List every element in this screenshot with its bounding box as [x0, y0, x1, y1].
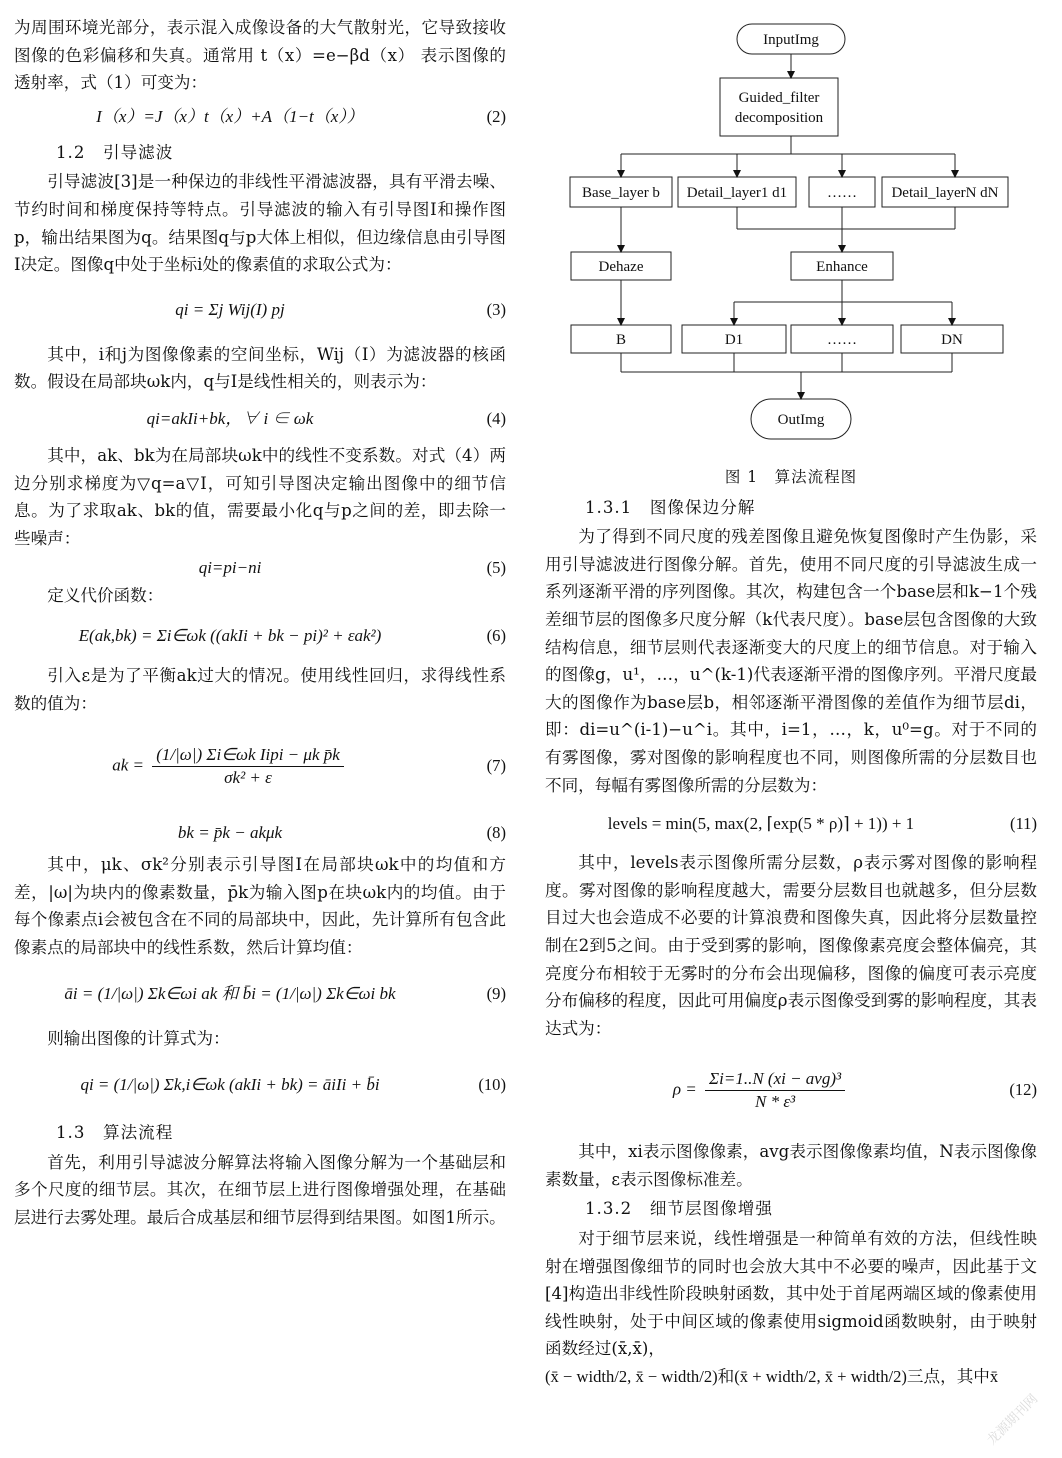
paragraph: 其中，i和j为图像像素的空间坐标，Wij（I）为滤波器的核函数。假设在局部块ωk内，q与I是线性相关的，则表示为： [14, 344, 506, 392]
equation-lhs: ak = [112, 755, 144, 774]
equation-body: qi=akIi+bk，∀ i ∈ ωk [146, 409, 314, 429]
equation-3 [14, 279, 506, 341]
detail-layer1-label: Detail_layer1 d1 [686, 185, 788, 201]
paragraph: 为周围环境光部分，表示混入成像设备的大气散射光，它导致接收图像的色彩偏移和失真。通常用 t（x）=e−βd（x） 表示图像的透射率，式（1）可变为： [14, 18, 506, 93]
equation-number: (8) [486, 823, 506, 843]
figure-caption: 图 1 算法流程图 [724, 468, 858, 486]
equation-10 [14, 1053, 506, 1117]
equation-number: (7) [486, 756, 506, 776]
equation-number: (12) [1009, 1080, 1037, 1100]
equation-12 [545, 1042, 1037, 1138]
paragraph: 其中，levels表示图像所需分层数，ρ表示雾对图像的影响程度。雾对图像的影响程度越大，需要分层数目也就越多，但分层数目过大也会造成不必要的计算浪费和图像失真，因此将分层数量控制在2到5之间。由于受到雾的影响，图像像素亮度会整体偏亮，其亮度分布相较于无雾时的分布会出现偏移，图像的偏度可表示亮度分布偏移的程度，因此可用偏度ρ表示图像受到雾的影响程度，其表达式为： [545, 853, 1037, 1038]
decomposition-label-2: decomposition [734, 110, 824, 126]
paragraph: 引入ε是为了平衡ak过大的情况。使用线性回归，求得线性系数的值为： [14, 665, 506, 713]
equation-body: qi=pi−ni [198, 557, 262, 577]
equation-number: (6) [486, 626, 506, 646]
equation-body: qi = Σj Wij(I) pj [175, 299, 285, 319]
equation-11 [545, 799, 1037, 849]
D1-label: D1 [724, 332, 744, 348]
fraction-denominator: σk² + ε [224, 767, 272, 787]
equation-5 [14, 552, 506, 582]
paragraph: 定义代价函数： [47, 586, 164, 606]
equation-body: qi = (1/|ω|) Σk,i∈ωk (akIi + bk) = āiIi + b̄i [80, 1075, 380, 1095]
detail-layerN-label: Detail_layerN dN [891, 185, 999, 201]
equation-body: levels = min(5, max(2, ⌈exp(5 * ρ)⌉ + 1)) + 1 [607, 814, 915, 834]
equation-6 [14, 610, 506, 662]
fraction [152, 744, 344, 789]
equation-number: (3) [486, 299, 506, 319]
equation-body: bk = p̄k − akμk [177, 823, 283, 843]
watermark: 龙源期刊网 [984, 1391, 1042, 1449]
right-column [545, 14, 1037, 1391]
section-heading: 1.2 引导滤波 [56, 142, 174, 162]
paragraph: 首先，利用引导滤波分解算法将输入图像分解为一个基础层和多个尺度的细节层。其次，在细节层上进行图像增强处理，在基础层进行去雾处理。最后合成基层和细节层得到结果图。如图1所示。 [14, 1152, 506, 1227]
base-layer-label: Base_layer b [582, 185, 660, 201]
dehaze-label: Dehaze [598, 259, 644, 275]
equation-9 [14, 961, 506, 1025]
equation-body [14, 744, 446, 789]
flowchart [545, 14, 1037, 460]
equation-number: (10) [478, 1075, 506, 1095]
equation-number: (5) [486, 557, 506, 577]
equation-body: āi = (1/|ω|) Σk∈ωi ak 和 b̄i = (1/|ω|) Σk∈ωi bk [64, 983, 396, 1003]
section-heading: 1.3.1 图像保边分解 [585, 497, 756, 517]
left-column [14, 14, 506, 1231]
paragraph: 其中，xi表示图像像素，avg表示图像像素均值，N表示图像像素数量，ε表示图像标准差。 [545, 1142, 1037, 1189]
B-label: B [615, 332, 627, 348]
equation-number: (4) [486, 409, 506, 429]
equation-number: (2) [486, 106, 506, 126]
equation-7 [14, 717, 506, 815]
equation-8 [14, 815, 506, 851]
detail-dots-label: …… [827, 185, 857, 201]
paragraph: (x̄ − width/2, x̄ − width/2)和(x̄ + width/2, x̄ + width/2)三点，其中x̄ [545, 1367, 999, 1387]
paragraph: 为了得到不同尺度的残差图像且避免恢复图像时产生伪影，采用引导滤波进行图像分解。首先，使用不同尺度的引导滤波生成一系列逐渐平滑的序列图像。其次，构建包含一个base层和k−1个残差细节层的图像多尺度分解（k代表尺度）。base层包含图像的大致结构信息，细节层则代表逐渐变大的尺度上的细节信息。对于输入的图像g，u¹，…，u^(k-1)代表逐渐平滑的图像序列。平滑尺度最大的图像作为base层b，相邻逐渐平滑图像的差值作为细节层di，即：di=u^(i-1)−u^i。其中，i=1，…，k，u⁰=g。对于不同的有雾图像，雾对图像的影响程度也不同，则图像所需的分层数目也不同，每幅有雾图像所需的分层数为： [545, 527, 1037, 795]
equation-number: (9) [486, 983, 506, 1003]
DN-label: DN [941, 332, 963, 348]
paragraph: 其中，ak、bk为在局部块ωk中的线性不变系数。对式（4）两边分别求梯度为▽q=a▽I，可知引导图决定输出图像中的细节信息。为了求取ak、bk的值，需要最小化q与p之间的差，即去除一些噪声： [14, 445, 506, 548]
paragraph: 对于细节层来说，线性增强是一种简单有效的方法，但线性映射在增强图像细节的同时也会放大其中不必要的噪声，因此基于文[4]构造出非线性阶段映射函数，其中处于首尾两端区域的像素使用线性映射，处于中间区域的像素使用sigmoid函数映射，由于映射函数经过(x̄,x̄)， [545, 1229, 1037, 1359]
equation-4 [14, 396, 506, 442]
output-label: OutImg [777, 412, 825, 428]
equation-body: I（x）=J（x）t（x）+A（1−t（x）） [96, 106, 364, 126]
paragraph: 其中，μk、σk²分别表示引导图I在局部块ωk中的均值和方差，|ω|为块内的像素数量，p̄k为输入图p在块ωk内的均值。由于每个像素点i会被包含在不同的局部块中，因此，先计算所有包含此像素点的局部块中的线性系数，然后计算均值： [14, 855, 506, 957]
fraction [705, 1068, 845, 1113]
enhance-label: Enhance [816, 259, 868, 275]
equation-2 [14, 97, 506, 137]
paragraph: 引导滤波[3]是一种保边的非线性平滑滤波器，具有平滑去噪、节约时间和梯度保持等特点。引导滤波的输入有引导图I和操作图p，输出结果图为q。结果图q与p大体上相似，但边缘信息由引导图I决定。图像q中处于坐标i处的像素值的求取公式为： [14, 172, 506, 275]
paragraph: 则输出图像的计算式为： [47, 1029, 230, 1049]
section-heading: 1.3.2 细节层图像增强 [585, 1199, 773, 1219]
equation-number: (11) [1009, 814, 1037, 834]
equation-lhs: ρ = [672, 1079, 697, 1099]
input-label: InputImg [763, 32, 819, 48]
fraction-denominator: N * ε³ [754, 1091, 796, 1111]
equation-body [545, 1068, 977, 1113]
decomposition-label-1: Guided_filter [738, 90, 820, 106]
equation-body: E(ak,bk) = Σi∈ωk ((akIi + bk − pi)² + εak²) [78, 626, 382, 646]
fraction-numerator: Σi=1..N (xi − avg)³ [705, 1068, 845, 1091]
Ddots-label: …… [827, 332, 857, 348]
decomposition-node [720, 78, 838, 136]
fraction-numerator: (1/|ω|) Σi∈ωk Iipi − μk p̄k [152, 744, 344, 767]
section-heading: 1.3 算法流程 [56, 1123, 174, 1143]
